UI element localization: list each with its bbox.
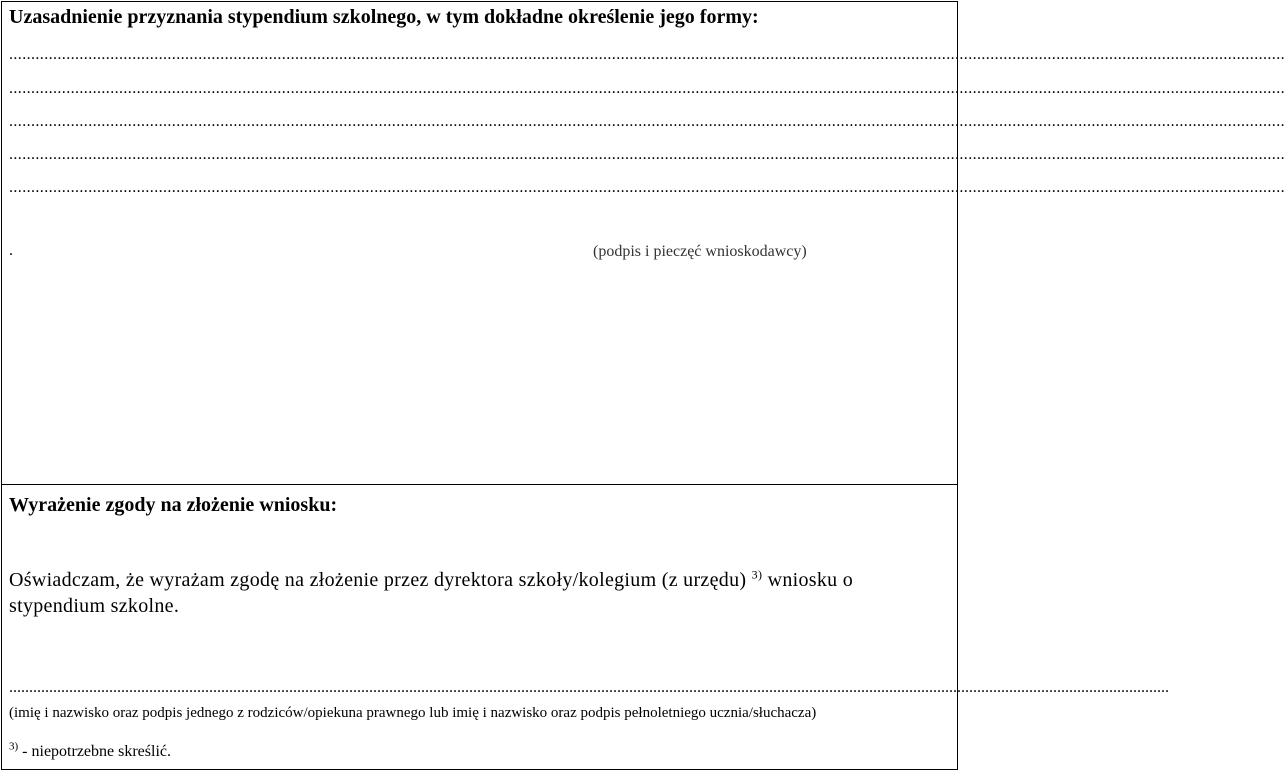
consent-heading: Wyrażenie zgody na złożenie wniosku: — [9, 494, 338, 516]
justification-heading: Uzasadnienie przyznania stypendium szkolnego, w tym dokładne określenie jego formy: — [9, 6, 759, 28]
declaration-text: Oświadczam, że wyrażam zgodę na złożenie przez dyrektora szkoły/kolegium (z urzędu) — [9, 569, 747, 591]
parent-signature-line[interactable]: .................................................................................................................................................................................................................................................................................................. — [9, 679, 1169, 696]
dotted-line[interactable]: .................................................................................................................................................................................................................................................................................................. — [9, 46, 1285, 63]
justification-section — [1, 1, 1285, 485]
consent-section — [1, 484, 1169, 770]
dotted-line[interactable]: .................................................................................................................................................................................................................................................................................................. — [9, 80, 1285, 97]
footnote-reference: 3) — [751, 567, 763, 582]
parent-signature-label: (imię i nazwisko oraz podpis jednego z rodziców/opiekuna prawnego lub imię i nazwisko oraz podpis pełnoletniego ucznia/słuchacza) — [9, 705, 817, 721]
footnote-number: 3) — [9, 740, 19, 753]
dotted-line[interactable]: .................................................................................................................................................................................................................................................................................................. — [9, 146, 1285, 163]
dotted-line[interactable]: .................................................................................................................................................................................................................................................................................................. — [9, 113, 1285, 130]
dotted-line[interactable]: .................................................................................................................................................................................................................................................................................................. — [9, 179, 1285, 196]
applicant-signature-label: (podpis i pieczęć wnioskodawcy) — [593, 243, 807, 260]
footnote-text: - niepotrzebne skreślić. — [22, 743, 171, 760]
consent-declaration — [9, 567, 953, 619]
period-mark: . — [9, 242, 13, 259]
declaration-text-continued: wniosku o stypendium szkolne. — [9, 569, 854, 617]
footnote — [9, 740, 171, 761]
